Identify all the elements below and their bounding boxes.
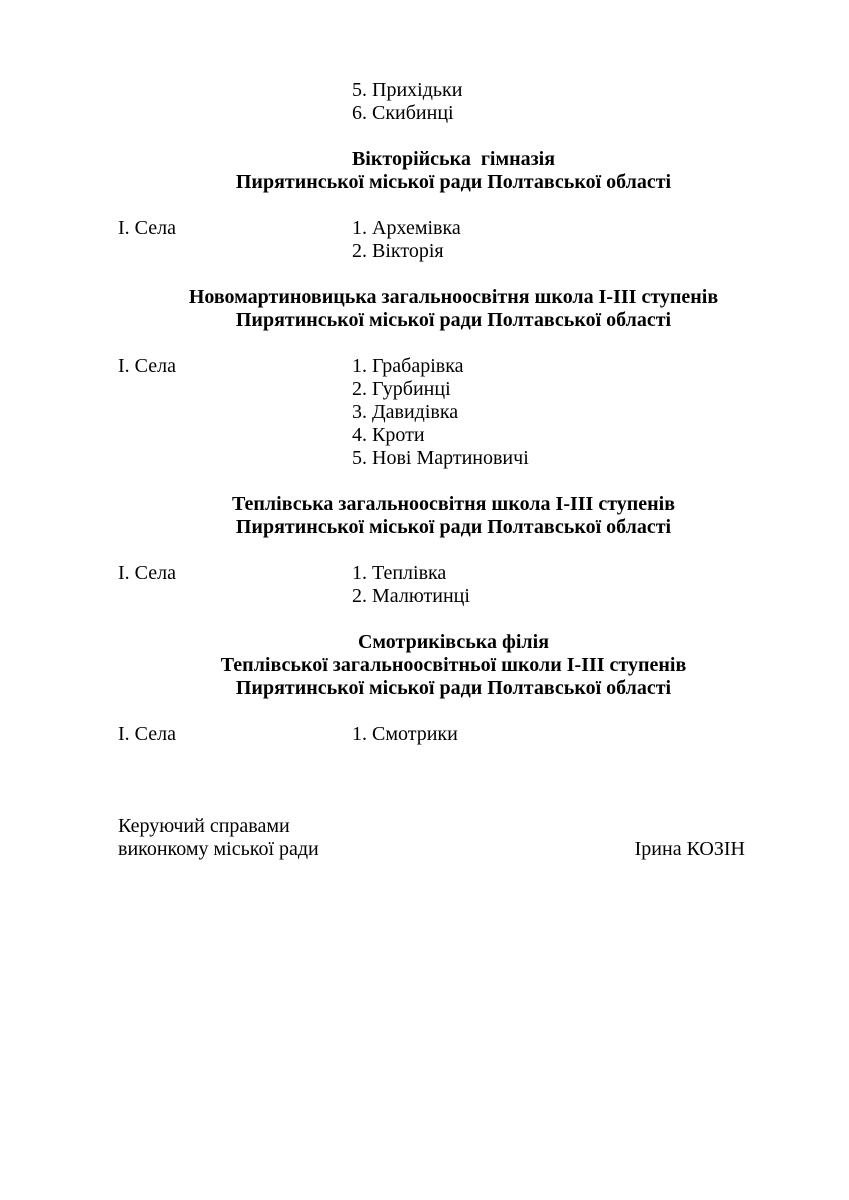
section-heading	[118, 148, 789, 194]
list-item: 2. Вікторія	[352, 240, 444, 262]
signature-block	[118, 815, 789, 861]
label-column-empty	[118, 424, 352, 447]
heading-line: Смотриківська філія	[357, 631, 550, 653]
heading-line: Пирятинської міської ради Полтавської області	[235, 309, 672, 331]
blank-line	[118, 539, 789, 562]
blank-line	[118, 608, 789, 631]
signature-title-line: Керуючий справами	[118, 815, 290, 837]
blank-line	[118, 125, 789, 148]
blank-lines	[118, 746, 789, 815]
section-heading	[118, 493, 789, 539]
section-label: І. Села	[118, 355, 176, 377]
label-column-empty	[118, 102, 352, 125]
heading-line: Пирятинської міської ради Полтавської області	[235, 171, 672, 193]
section-heading	[118, 286, 789, 332]
heading-line: Новомартиновицька загальноосвітня школа І-ІІІ ступенів	[188, 286, 719, 308]
heading-line: Пирятинської міської ради Полтавської області	[235, 677, 672, 699]
list-item: 5. Нові Мартиновичі	[352, 447, 529, 469]
section-label: І. Села	[118, 217, 176, 239]
section-label: І. Села	[118, 562, 176, 584]
label-column-empty	[118, 378, 352, 401]
signature-title-line: виконкому міської ради	[118, 838, 319, 860]
list-row	[118, 401, 789, 424]
label-column-empty	[118, 585, 352, 608]
list-item: 2. Малютинці	[352, 585, 470, 607]
list-item: 1. Архемівка	[352, 217, 461, 239]
list-item: 1. Смотрики	[352, 723, 458, 745]
list-row	[118, 378, 789, 401]
section-label: І. Села	[118, 723, 176, 745]
list-row	[118, 217, 789, 240]
list-row	[118, 447, 789, 470]
label-column-empty	[118, 401, 352, 424]
list-row	[118, 240, 789, 263]
heading-line: Теплівської загальноосвітньої школи І-ІІІ ступенів	[220, 654, 687, 676]
blank-line	[118, 332, 789, 355]
label-column-empty	[118, 447, 352, 470]
list-item: 3. Давидівка	[352, 401, 459, 423]
blank-line	[118, 470, 789, 493]
list-row	[118, 79, 789, 102]
list-row	[118, 355, 789, 378]
label-column-empty	[118, 240, 352, 263]
heading-line: Пирятинської міської ради Полтавської області	[235, 516, 672, 538]
blank-line	[118, 700, 789, 723]
list-row	[118, 723, 789, 746]
heading-line: Вікторійська гімназія	[351, 148, 556, 170]
list-item: 6. Скибинці	[352, 102, 454, 124]
label-column-empty	[118, 79, 352, 102]
list-row	[118, 424, 789, 447]
list-item: 1. Теплівка	[352, 562, 447, 584]
list-item: 2. Гурбинці	[352, 378, 451, 400]
list-item: 4. Кроти	[352, 424, 425, 446]
blank-line	[118, 263, 789, 286]
list-row	[118, 102, 789, 125]
list-row	[118, 562, 789, 585]
section-heading	[118, 631, 789, 700]
list-item: 1. Грабарівка	[352, 355, 464, 377]
list-item: 5. Прихідьки	[352, 79, 463, 101]
blank-line	[118, 194, 789, 217]
signature-title	[118, 815, 319, 861]
list-row	[118, 585, 789, 608]
heading-line: Теплівська загальноосвітня школа І-ІІІ ступенів	[231, 493, 676, 515]
signature-name: Ірина КОЗІН	[634, 838, 745, 860]
